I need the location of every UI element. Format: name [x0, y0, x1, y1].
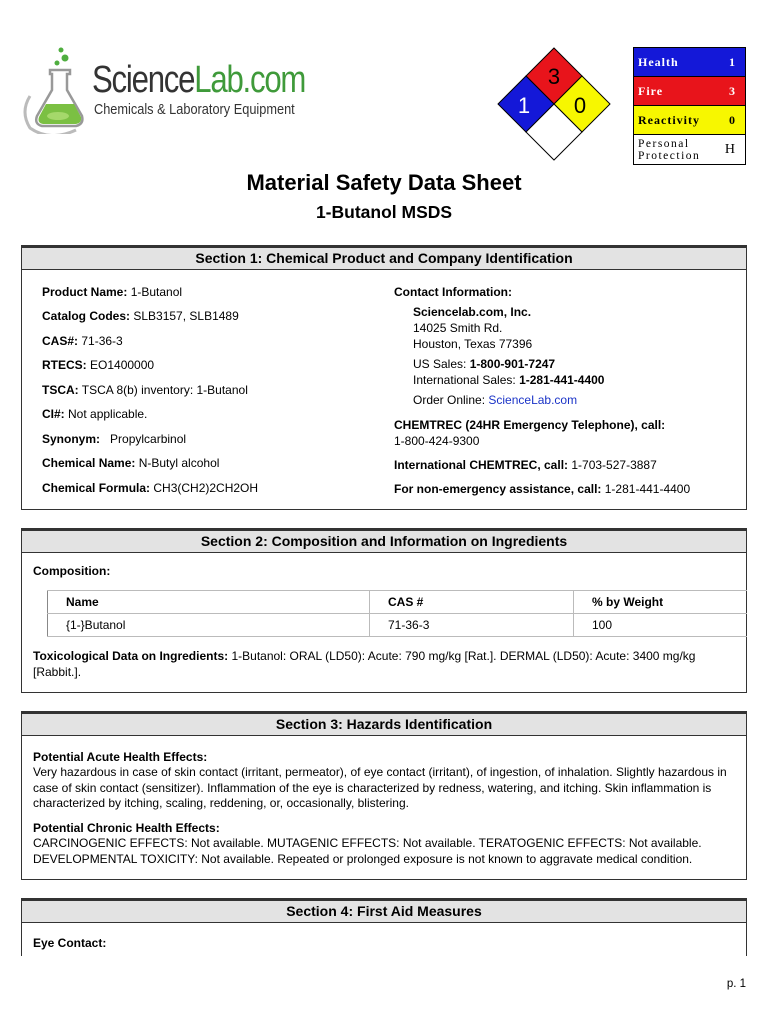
page-number: p. 1 — [726, 978, 746, 990]
section-heading: Section 1: Chemical Product and Company Identification — [22, 246, 746, 270]
catalog-codes-field: Catalog Codes: SLB3157, SLB1489 — [42, 309, 239, 323]
synonym-field: Synonym: Propylcarbinol — [42, 432, 187, 446]
sciencelab-logo — [20, 46, 306, 134]
nfpa-diamond — [496, 46, 612, 164]
eye-contact-label: Eye Contact: — [33, 936, 107, 950]
chronic-effects-label: Potential Chronic Health Effects: — [33, 821, 220, 835]
international-sales: International Sales: 1-281-441-4400 — [413, 373, 605, 387]
hazard-rating-table — [633, 47, 746, 165]
section-heading: Section 4: First Aid Measures — [22, 899, 746, 923]
header-weight: % by Weight — [574, 591, 748, 614]
chemical-name-field: Chemical Name: N-Butyl alcohol — [42, 456, 220, 470]
acute-effects-label: Potential Acute Health Effects: — [33, 750, 208, 764]
us-sales: US Sales: 1-800-901-7247 — [413, 357, 556, 371]
intl-chemtrec: International CHEMTREC, call: 1-703-527-3887 — [394, 458, 657, 472]
nfpa-reactivity-value: 0 — [573, 93, 587, 118]
tsca-field: TSCA: TSCA 8(b) inventory: 1-Butanol — [42, 383, 248, 397]
hazard-row-reactivity: Reactivity 0 — [634, 106, 745, 135]
contact-info-label: Contact Information: — [394, 285, 512, 299]
hazard-row-fire: Fire 3 — [634, 77, 745, 106]
header-name: Name — [48, 591, 370, 614]
section-4 — [21, 898, 747, 956]
table-header-row — [48, 591, 748, 614]
cas-field: CAS#: 71-36-3 — [42, 334, 123, 348]
order-online: Order Online: ScienceLab.com — [413, 393, 578, 407]
chronic-effects-text: CARCINOGENIC EFFECTS: Not available. MUTAGENIC EFFECTS: Not available. TERATOGENIC EFFECTS: Not available. DEVELOPMENTAL TOXICITY: Not available. Repeated or prolonged exposure is not known to aggravate medical condition. — [33, 836, 702, 866]
acute-effects-text: Very hazardous in case of skin contact (irritant, permeator), of eye contact (irritant), of ingestion, of inhalation. Slightly hazardous in case of skin contact (sensitizer). Inflammation of the eye is characterized by redness, watering, and itching. Skin inflammation is characterized by itching, scaling, reddening, or, occasionally, blistering. — [33, 765, 727, 810]
composition-table — [47, 590, 747, 637]
hazard-row-health: Health 1 — [634, 48, 745, 77]
toxicological-data: Toxicological Data on Ingredients: 1-Butanol: ORAL (LD50): Acute: 790 mg/kg [Rat.]. DERMAL (LD50): Acute: 3400 mg/kg [Rabbit.]. — [33, 649, 696, 679]
document-title: Material Safety Data Sheet — [246, 170, 522, 195]
table-row — [48, 614, 748, 637]
company-street: 14025 Smith Rd. — [413, 321, 503, 335]
logo-brand-text: ScienceLab.com — [92, 59, 306, 101]
section-1 — [21, 245, 747, 510]
section-heading: Section 2: Composition and Information on Ingredients — [22, 529, 746, 553]
section-3 — [21, 711, 747, 880]
section-2 — [21, 528, 747, 693]
flask-icon — [20, 46, 90, 134]
cell-weight: 100 — [574, 614, 748, 637]
section-heading: Section 3: Hazards Identification — [22, 712, 746, 736]
logo-subtitle: Chemicals & Laboratory Equipment — [94, 102, 295, 118]
chemical-formula-field: Chemical Formula: CH3(CH2)2CH2OH — [42, 481, 259, 495]
composition-label: Composition: — [33, 564, 111, 578]
cell-cas: 71-36-3 — [370, 614, 574, 637]
cell-name: {1-}Butanol — [48, 614, 370, 637]
non-emergency: For non-emergency assistance, call: 1-281-441-4400 — [394, 482, 691, 496]
rtecs-field: RTECS: EO1400000 — [42, 358, 155, 372]
chemtrec-label: CHEMTREC (24HR Emergency Telephone), call: — [394, 418, 666, 432]
ci-field: CI#: Not applicable. — [42, 407, 148, 421]
nfpa-health-value: 1 — [517, 93, 531, 118]
company-name: Sciencelab.com, Inc. — [413, 305, 532, 319]
header-cas: CAS # — [370, 591, 574, 614]
chemtrec-phone: 1-800-424-9300 — [394, 434, 480, 448]
document-subtitle: 1-Butanol MSDS — [315, 202, 453, 222]
product-name-field: Product Name: 1-Butanol — [42, 285, 183, 299]
nfpa-fire-value: 3 — [547, 64, 561, 89]
sciencelab-link[interactable]: ScienceLab.com — [488, 393, 578, 407]
company-city: Houston, Texas 77396 — [413, 337, 533, 351]
hazard-row-personal-protection: Personal Protection H — [634, 135, 745, 164]
